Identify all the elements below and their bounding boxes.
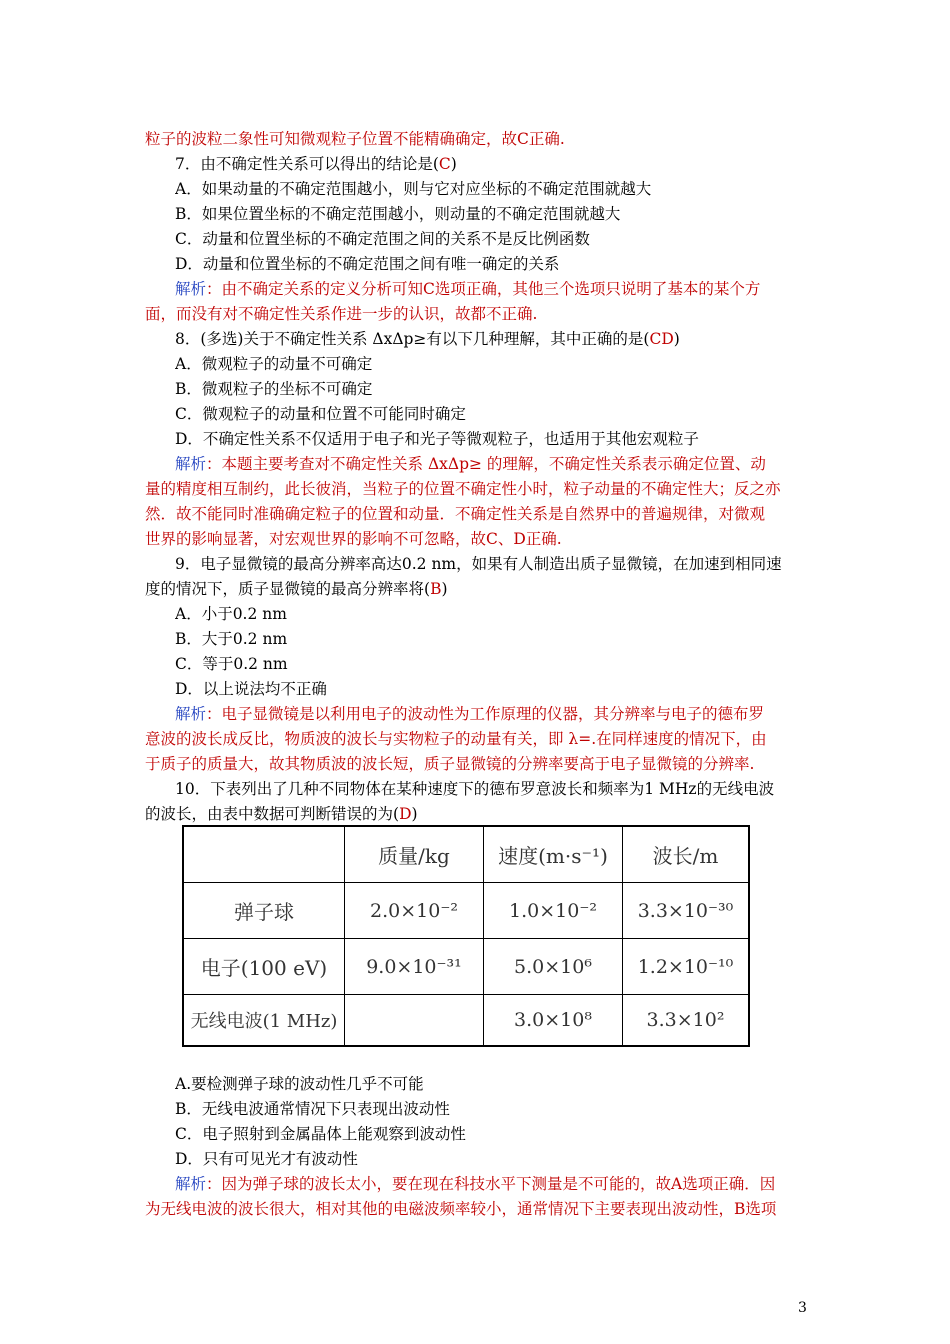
- question-7-stem: 7．由不确定性关系可以得出的结论是(C): [175, 155, 457, 173]
- table-cell: 9.0×10⁻³¹: [345, 939, 484, 995]
- table-row: [183, 995, 749, 1046]
- option-d: D．不确定性关系不仅适用于电子和光子等微观粒子，也适用于其他宏观粒子: [175, 430, 699, 448]
- question-9-stem: 度的情况下，质子显微镜的最高分辨率将(B): [145, 580, 448, 598]
- question-10-stem: 10．下表列出了几种不同物体在某种速度下的德布罗意波长和频率为1 MHz的无线电波: [175, 780, 775, 798]
- table-header-cell: 速度(m·s⁻¹): [484, 826, 623, 883]
- explanation-line: 解析：因为弹子球的波长太小，要在现在科技水平下测量是不可能的，故A选项正确．因: [175, 1175, 776, 1193]
- explanation-line: 于质子的质量大，故其物质波的波长短，质子显微镜的分辨率要高于电子显微镜的分辨率.: [145, 755, 755, 773]
- option-b: B．微观粒子的坐标不可确定: [175, 380, 373, 398]
- option-c: C．微观粒子的动量和位置不可能同时确定: [175, 405, 466, 423]
- explanation-line: 量的精度相互制约，此长彼消，当粒子的位置不确定性小时，粒子动量的不确定性大；反之亦: [145, 480, 781, 498]
- table-cell: 弹子球: [183, 883, 345, 939]
- option-a: A．小于0.2 nm: [175, 605, 287, 623]
- question-8-stem: 8．(多选)关于不确定性关系 ΔxΔp≥有以下几种理解，其中正确的是(CD): [175, 330, 680, 348]
- table-row: [183, 939, 749, 995]
- table-cell: 3.3×10²: [623, 995, 750, 1046]
- option-b: B．无线电波通常情况下只表现出波动性: [175, 1100, 450, 1118]
- option-d: D．动量和位置坐标的不确定范围之间有唯一确定的关系: [175, 255, 560, 273]
- explanation-label: 解析: [175, 1175, 207, 1193]
- explanation-line: 然．故不能同时准确确定粒子的位置和动量．不确定性关系是自然界中的普遍规律，对微观: [145, 505, 766, 523]
- option-c: C．动量和位置坐标的不确定范围之间的关系不是反比例函数: [175, 230, 590, 248]
- option-a: A．微观粒子的动量不可确定: [175, 355, 373, 373]
- table-cell: 1.2×10⁻¹⁰: [623, 939, 750, 995]
- explanation-line: 意波的波长成反比，物质波的波长与实物粒子的动量有关，即 λ=.在同样速度的情况下，由: [145, 730, 767, 748]
- explanation-line: 为无线电波的波长很大，相对其他的电磁波频率较小，通常情况下主要表现出波动性，B选项: [145, 1200, 777, 1218]
- table-cell: 2.0×10⁻²: [345, 883, 484, 939]
- option-b: B．大于0.2 nm: [175, 630, 288, 648]
- table-header-cell: 质量/kg: [345, 826, 484, 883]
- answer: CD: [649, 330, 674, 348]
- explanation-label: 解析: [175, 455, 207, 473]
- answer: C: [438, 155, 451, 173]
- table-cell: 3.3×10⁻³⁰: [623, 883, 750, 939]
- option-c: C．电子照射到金属晶体上能观察到波动性: [175, 1125, 466, 1143]
- table-header-cell: 波长/m: [623, 826, 750, 883]
- answer: B: [430, 580, 442, 598]
- explanation-line: 世界的影响显著，对宏观世界的影响不可忽略，故C、D正确.: [145, 530, 562, 548]
- question-10-stem: 的波长，由表中数据可判断错误的为(D): [145, 805, 418, 823]
- answer: D: [399, 805, 412, 823]
- option-d: D．只有可见光才有波动性: [175, 1150, 358, 1168]
- table-cell: 5.0×10⁶: [484, 939, 623, 995]
- table-cell: 电子(100 eV): [183, 939, 345, 995]
- explanation-line: 面，而没有对不确定性关系作进一步的认识，故都不正确.: [145, 305, 538, 323]
- option-d: D．以上说法均不正确: [175, 680, 327, 698]
- explanation-line: 解析：本题主要考查对不确定性关系 ΔxΔp≥ 的理解，不确定性关系表示确定位置、动: [175, 455, 766, 473]
- option-a: A．如果动量的不确定范围越小，则与它对应坐标的不确定范围就越大: [175, 180, 652, 198]
- table-row: [183, 883, 749, 939]
- explanation-line: 解析：电子显微镜是以利用电子的波动性为工作原理的仪器，其分辨率与电子的德布罗: [175, 705, 765, 723]
- table-header-cell: [183, 826, 345, 883]
- table-cell: 3.0×10⁸: [484, 995, 623, 1046]
- table-cell: 无线电波(1 MHz): [183, 995, 345, 1046]
- explanation-line: 解析：由不确定关系的定义分析可知C选项正确，其他三个选项只说明了基本的某个方: [175, 280, 761, 298]
- explanation-label: 解析: [175, 705, 207, 723]
- text-line: 粒子的波粒二象性可知微观粒子位置不能精确确定，故C正确.: [145, 130, 565, 148]
- data-table: [182, 825, 750, 1047]
- table-cell: 1.0×10⁻²: [484, 883, 623, 939]
- table-header-row: [183, 826, 749, 883]
- question-9-stem: 9．电子显微镜的最高分辨率高达0.2 nm，如果有人制造出质子显微镜，在加速到相同速: [175, 555, 782, 573]
- page-number: 3: [798, 1300, 807, 1316]
- explanation-label: 解析: [175, 280, 207, 298]
- option-a: A.要检测弹子球的波动性几乎不可能: [175, 1075, 424, 1093]
- option-b: B．如果位置坐标的不确定范围越小，则动量的不确定范围就越大: [175, 205, 621, 223]
- table-cell: [345, 995, 484, 1046]
- option-c: C．等于0.2 nm: [175, 655, 288, 673]
